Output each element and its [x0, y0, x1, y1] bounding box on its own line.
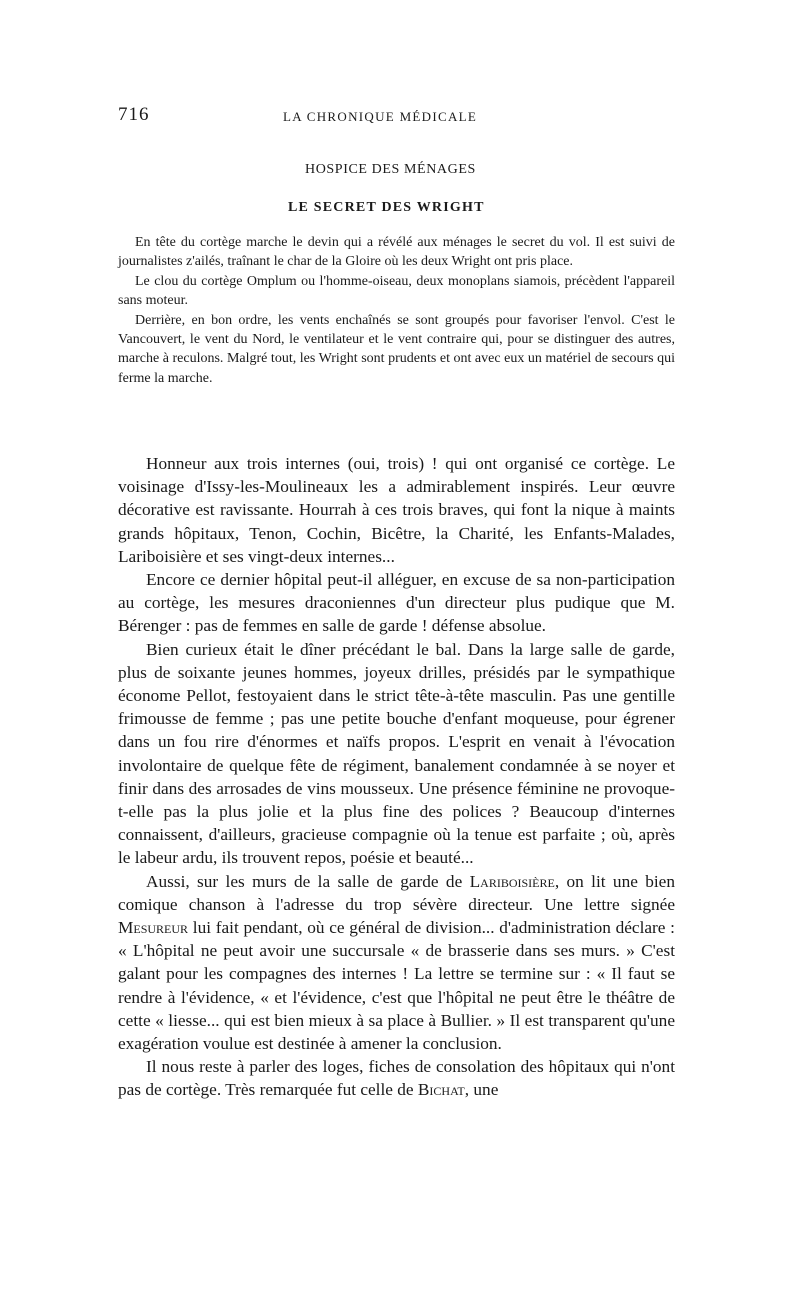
signatory-name: Mesureur	[118, 918, 189, 938]
hospital-name: Lariboisière	[469, 871, 555, 891]
body-paragraph: Bien curieux était le dîner précédant le bal. Dans la large salle de garde, plus de soixante jeunes hommes, joyeux drilles, présidés par le sympathique économe Pellot, festoyaient dans le strict tête-à-tête masculin. Pas une gentille frimousse de femme ; pas une petite bouche d'enfant moqueuse, pour égrener dans un fou rire d'énormes et naïfs propos. L'esprit en venait à l'évocation involontaire de quelque fête de régiment, banalement condamnée à se noyer et finir dans des arrosades de vins mousseux. Une présence féminine ne provoque-t-elle pas la plus jolie et la plus fine des polices ? Beaucoup d'internes connaissent, d'ailleurs, gracieuse compagnie où la tenue est parfaite ; où, après le labeur ardu, ils trouvent repos, poésie et beauté...	[118, 639, 675, 868]
text-run: , une	[464, 1080, 499, 1100]
text-run: lui fait pendant, où ce général de division... d'administration déclare : « L'hôpital ne peut avoir une succursale « de brasserie dans ses murs. » C'est galant pour les compagnes des internes ! La lettre se termine sur : « Il faut se rendre à l'évidence, « et l'évidence, c'est que l'hôpital ne peut être le théâtre de cette « liesse... qui est bien mieux à sa place à Bullier. » Il est transparent qu'une exagération voulue est destinée à amener la conclusion.	[118, 918, 675, 1054]
intro-block	[118, 233, 675, 388]
body-paragraph	[118, 1055, 675, 1101]
body-paragraph	[118, 870, 675, 1056]
journal-title: LA CHRONIQUE MÉDICALE	[283, 109, 478, 124]
intro-paragraph: Le clou du cortège Omplum ou l'homme-oiseau, deux monoplans siamois, précèdent l'appareil sans moteur.	[118, 273, 675, 309]
running-head	[118, 104, 673, 128]
text-run: Il nous reste à parler des loges, fiches de consolation des hôpitaux qui n'ont pas de cortège. Très remarquée fut celle de	[118, 1057, 675, 1100]
section-heading: HOSPICE DES MÉNAGES	[305, 162, 476, 177]
text-run: , on lit une bien comique chanson à l'adresse du trop sévère directeur. Une lettre signée	[118, 871, 675, 914]
body-paragraph: Honneur aux trois internes (oui, trois) ! qui ont organisé ce cortège. Le voisinage d'Issy-les-Moulineaux les a admirablement inspirés. Leur œuvre décorative est ravissante. Hourrah à ces trois braves, qui font la nique à maints grands hôpitaux, Tenon, Cochin, Bicêtre, la Charité, les Enfants-Malades, Lariboisière et ses vingt-deux internes...	[118, 454, 675, 566]
intro-paragraph: En tête du cortège marche le devin qui a révélé aux ménages le secret du vol. Il est suivi de journalistes z'ailés, traînant le char de la Gloire où les deux Wright ont pris place.	[118, 235, 675, 270]
hospital-name: Bichat	[417, 1080, 465, 1100]
article-title: LE SECRET DES WRIGHT	[288, 200, 485, 215]
page-number: 716	[118, 104, 150, 125]
text-run: Aussi, sur les murs de la salle de garde de	[146, 871, 470, 891]
body-paragraph: Encore ce dernier hôpital peut-il alléguer, en excuse de sa non-participation au cortège, les mesures draconiennes d'un directeur plus pudique que M. Bérenger : pas de femmes en salle de garde ! défense absolue.	[118, 570, 675, 636]
intro-paragraph: Derrière, en bon ordre, les vents enchaînés se sont groupés pour favoriser l'envol. C'est le Vancouvert, le vent du Nord, le ventilateur et le vent contraire qui, pour se distinguer des autres, marche à reculons. Malgré tout, les Wright sont prudents et ont avec eux un matériel de secours qui ferme la marche.	[118, 312, 675, 386]
body-text	[118, 452, 675, 1102]
